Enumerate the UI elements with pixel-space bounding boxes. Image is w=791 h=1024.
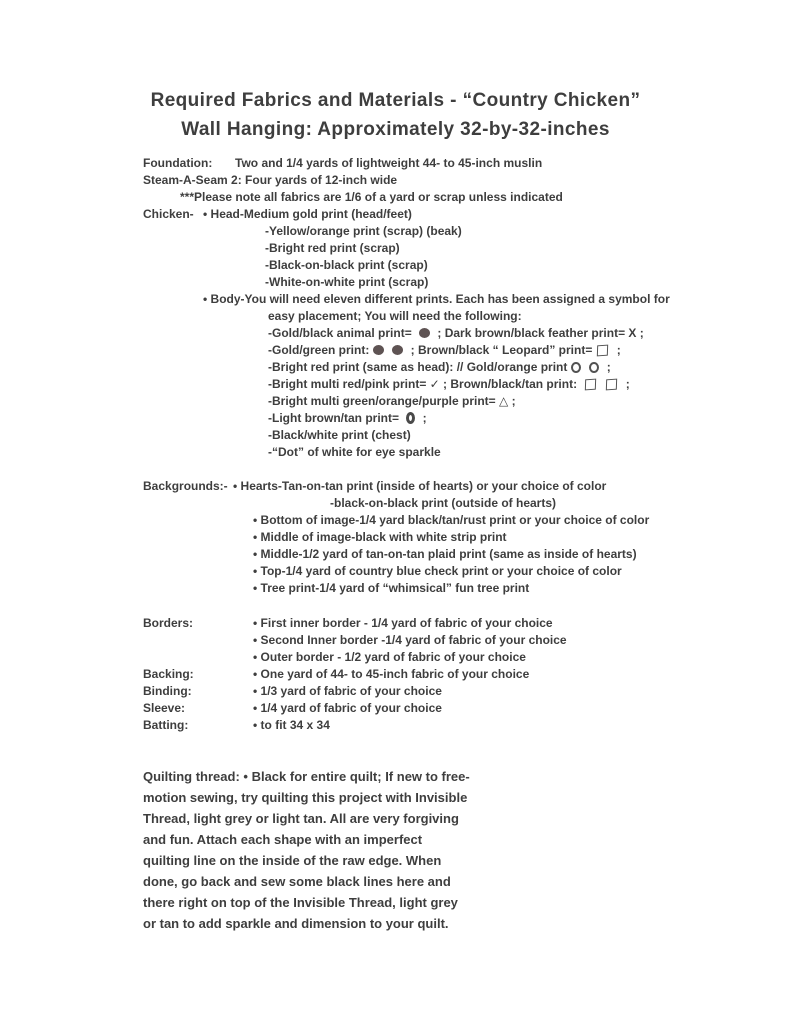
backgrounds-hearts-line xyxy=(143,478,761,495)
quilting-thread-label: Quilting thread: xyxy=(143,769,240,784)
foundation-line xyxy=(143,155,761,172)
sleeve-label: Sleeve: xyxy=(143,701,186,715)
borders-bullet: • Second Inner border -1/4 yard of fabric of your choice xyxy=(253,633,567,647)
backgrounds-hearts-line-2: -black-on-black print (outside of hearts) xyxy=(330,496,557,510)
open-circle-icon xyxy=(571,362,581,373)
binding-label: Binding: xyxy=(143,684,192,698)
symbol-text: -Light brown/tan print= xyxy=(268,411,403,425)
symbol-text: -Gold/green print: xyxy=(268,343,370,357)
backgrounds-hearts-text: • Hearts-Tan-on-tan print (inside of hearts) or your choice of color xyxy=(233,479,607,493)
quilting-thread-paragraph xyxy=(143,766,471,934)
steam-label: Steam-A-Seam 2: xyxy=(143,173,242,187)
borders-line xyxy=(143,615,761,632)
symbol-text: ; xyxy=(613,343,621,357)
filled-circle-icon xyxy=(373,345,384,355)
symbol-line-gold-green xyxy=(268,342,761,359)
chicken-head-line xyxy=(143,206,761,223)
backing-label: Backing: xyxy=(143,667,194,681)
backing-bullet: • One yard of 44- to 45-inch fabric of your choice xyxy=(253,667,530,681)
open-square-icon xyxy=(606,379,617,391)
batting-line xyxy=(143,717,761,734)
sleeve-line xyxy=(143,700,761,717)
open-square-icon xyxy=(585,379,596,391)
batting-label: Batting: xyxy=(143,718,189,732)
symbol-line-eye-sparkle: -“Dot” of white for eye sparkle xyxy=(268,445,441,459)
backgrounds-bullet: • Top-1/4 yard of country blue check print or your choice of color xyxy=(253,564,622,578)
chicken-head-item: -Yellow/orange print (scrap) (beak) xyxy=(265,224,462,238)
symbol-text: ; xyxy=(622,377,630,391)
title-line-2: Wall Hanging: Approximately 32-by-32-inches xyxy=(181,119,610,140)
chicken-head-bullet: • Head-Medium gold print (head/feet) xyxy=(203,207,412,221)
borders-label: Borders: xyxy=(143,616,194,630)
backgrounds-bullet: • Tree print-1/4 yard of “whimsical” fun tree print xyxy=(253,581,530,595)
backgrounds-bullet: • Middle of image-black with white strip print xyxy=(253,530,507,544)
symbol-text: -Bright multi red/pink print= ✓ ; Brown/black/tan print: xyxy=(268,377,581,391)
title-line-1: Required Fabrics and Materials - “Country Chicken” xyxy=(150,90,641,111)
symbol-text: ; Dark brown/black feather print= X ; xyxy=(434,326,644,340)
chicken-label: Chicken- xyxy=(143,207,194,221)
symbol-line-multi-red-pink xyxy=(268,376,761,393)
backgrounds-bullet: • Bottom of image-1/4 yard black/tan/rust print or your choice of color xyxy=(253,513,650,527)
borders-bullet: • Outer border - 1/2 yard of fabric of your choice xyxy=(253,650,526,664)
batting-bullet: • to fit 34 x 34 xyxy=(253,718,330,732)
document-title xyxy=(0,0,791,144)
steam-text: Four yards of 12-inch wide xyxy=(245,173,398,187)
symbol-text: -Bright red print (same as head): // Gold/orange print xyxy=(268,360,568,374)
chicken-head-item: -White-on-white print (scrap) xyxy=(265,275,429,289)
open-circle-icon xyxy=(589,362,599,373)
backing-line xyxy=(143,666,761,683)
filled-circle-icon xyxy=(419,328,430,338)
filled-circle-icon xyxy=(392,345,403,355)
chicken-body-line-2: easy placement; You will need the following: xyxy=(268,309,522,323)
chicken-head-item: -Black-on-black print (scrap) xyxy=(265,258,428,272)
fabrics-note: ***Please note all fabrics are 1/6 of a yard or scrap unless indicated xyxy=(180,190,563,204)
foundation-label: Foundation: xyxy=(143,156,213,170)
symbol-line-bright-red xyxy=(268,359,761,376)
backgrounds-bullet: • Middle-1/2 yard of tan-on-tan plaid print (same as inside of hearts) xyxy=(253,547,637,561)
symbol-text: ; xyxy=(603,360,611,374)
open-square-icon xyxy=(597,345,608,357)
sleeve-bullet: • 1/4 yard of fabric of your choice xyxy=(253,701,442,715)
symbol-line-black-white-chest: -Black/white print (chest) xyxy=(268,428,411,442)
symbol-text: ; xyxy=(419,411,427,425)
symbol-line-light-brown-tan xyxy=(268,410,761,427)
binding-line xyxy=(143,683,761,700)
symbol-line-gold-black-animal xyxy=(268,325,761,342)
quilting-thread-text: • Black for entire quilt; If new to free-motion sewing, try quilting this project with Invisible Thread, light grey or light tan. All are very forgiving and fun. Attach each shape with an imperfect quilting line on the inside of the raw edge. When done, go back and sew some black lines here and there right on top of the Invisible Thread, light grey or tan to add sparkle and dimension to your quilt. xyxy=(143,769,470,931)
chicken-head-item: -Bright red print (scrap) xyxy=(265,241,400,255)
symbol-text: -Gold/black animal print= xyxy=(268,326,416,340)
document-body xyxy=(143,155,761,934)
borders-bullet: • First inner border - 1/4 yard of fabric of your choice xyxy=(253,616,553,630)
chicken-body-line-1: • Body-You will need eleven different prints. Each has been assigned a symbol for xyxy=(203,292,670,306)
thick-ring-icon xyxy=(406,412,415,424)
backgrounds-label: Backgrounds:- xyxy=(143,479,228,493)
symbol-text: ; Brown/black “ Leopard” print= xyxy=(407,343,593,357)
binding-bullet: • 1/3 yard of fabric of your choice xyxy=(253,684,442,698)
steam-a-seam-line xyxy=(143,172,761,189)
symbol-line-multi-green-orange-purple: -Bright multi green/orange/purple print= △ ; xyxy=(268,394,516,408)
foundation-text: Two and 1/4 yards of lightweight 44- to 45-inch muslin xyxy=(235,156,543,170)
